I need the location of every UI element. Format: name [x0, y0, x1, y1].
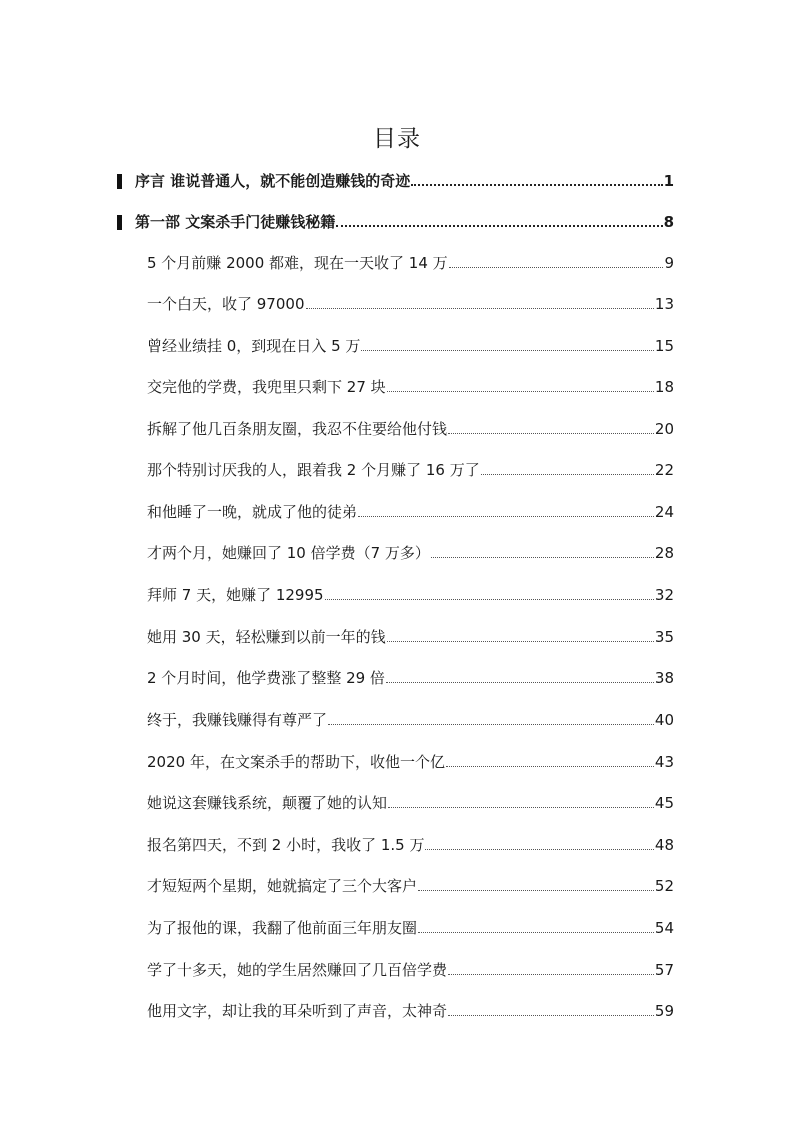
- dot-leader: [418, 890, 654, 891]
- toc-entry-label: 才两个月，她赚回了 10 倍学费（7 万多）: [147, 544, 430, 562]
- toc-entry-page: 45: [654, 794, 674, 812]
- toc-entry-label: 终于，我赚钱赚得有尊严了: [147, 711, 328, 729]
- toc-entry-page: 52: [654, 877, 674, 895]
- toc-entry-page: 40: [654, 711, 674, 729]
- toc-entry-page: 54: [654, 919, 674, 937]
- toc-entry-chapter[interactable]: [147, 916, 674, 940]
- toc-entry-label: 才短短两个星期，她就搞定了三个大客户: [147, 877, 418, 895]
- toc-entry-chapter[interactable]: [147, 791, 674, 815]
- toc-entry-chapter[interactable]: [147, 874, 674, 898]
- toc-entry-page: 22: [654, 461, 674, 479]
- toc-entry-page: 20: [654, 420, 674, 438]
- dot-leader: [411, 184, 662, 186]
- toc-entry-chapter[interactable]: [147, 666, 674, 690]
- part-marker-icon: [117, 174, 122, 189]
- dot-leader: [328, 724, 654, 725]
- toc-entry-page: 43: [654, 753, 674, 771]
- toc-entry-label: 和他睡了一晚，就成了他的徒弟: [147, 503, 358, 521]
- toc-entry-chapter[interactable]: [147, 334, 674, 358]
- toc-entry-chapter[interactable]: [147, 958, 674, 982]
- toc-entry-page: 28: [654, 544, 674, 562]
- dot-leader: [388, 807, 654, 808]
- toc-entry-label: 报名第四天，不到 2 小时，我收了 1.5 万: [147, 836, 425, 854]
- toc-entry-chapter[interactable]: [147, 541, 674, 565]
- toc-entry-label: 序言 谁说普通人，就不能创造赚钱的奇迹: [135, 172, 411, 190]
- toc-entry-chapter[interactable]: [147, 583, 674, 607]
- toc-entry-chapter[interactable]: [147, 833, 674, 857]
- toc-entry-label: 一个白天，收了 97000: [147, 295, 305, 313]
- dot-leader: [449, 267, 664, 268]
- toc-entry-chapter[interactable]: [147, 251, 674, 275]
- toc-entry-page: 57: [654, 961, 674, 979]
- toc-entry-chapter[interactable]: [147, 292, 674, 316]
- dot-leader: [386, 682, 654, 683]
- toc-entry-page: 8: [663, 213, 674, 231]
- toc-entry-chapter[interactable]: [147, 375, 674, 399]
- toc-entry-label: 曾经业绩挂 0，到现在日入 5 万: [147, 337, 361, 355]
- dot-leader: [448, 974, 654, 975]
- dot-leader: [361, 350, 654, 351]
- toc-entry-chapter[interactable]: [147, 999, 674, 1023]
- toc-entry-chapter[interactable]: [147, 500, 674, 524]
- toc-entry-label: 她说这套赚钱系统，颠覆了她的认知: [147, 794, 388, 812]
- toc-entry-page: 35: [654, 628, 674, 646]
- dot-leader: [336, 225, 662, 227]
- dot-leader: [387, 391, 654, 392]
- toc-entry-label: 2020 年，在文案杀手的帮助下，收他一个亿: [147, 753, 445, 771]
- dot-leader: [448, 433, 654, 434]
- toc-entry-label: 拜师 7 天，她赚了 12995: [147, 586, 324, 604]
- toc-entry-label: 拆解了他几百条朋友圈，我忍不住要给他付钱: [147, 420, 448, 438]
- toc-entry-label: 5 个月前赚 2000 都难，现在一天收了 14 万: [147, 254, 448, 272]
- toc-entry-label: 第一部 文案杀手门徒赚钱秘籍: [135, 213, 336, 231]
- toc-entry-chapter[interactable]: [147, 458, 674, 482]
- toc-entry-label: 她用 30 天，轻松赚到以前一年的钱: [147, 628, 386, 646]
- dot-leader: [387, 641, 654, 642]
- page-title: 目录: [373, 126, 421, 152]
- toc-entry-page: 1: [663, 172, 674, 190]
- dot-leader: [448, 1015, 654, 1016]
- dot-leader: [418, 932, 654, 933]
- toc-entry-page: 9: [664, 254, 674, 272]
- toc-entry-page: 38: [654, 669, 674, 687]
- toc-entry-label: 为了报他的课，我翻了他前面三年朋友圈: [147, 919, 418, 937]
- toc-entry-chapter[interactable]: [147, 625, 674, 649]
- part-marker-icon: [117, 215, 122, 230]
- dot-leader: [306, 308, 654, 309]
- toc-entry-page: 13: [654, 295, 674, 313]
- dot-leader: [358, 516, 654, 517]
- toc-entry-chapter[interactable]: [147, 708, 674, 732]
- toc-entry-label: 交完他的学费，我兜里只剩下 27 块: [147, 378, 386, 396]
- toc-entry-label: 2 个月时间，他学费涨了整整 29 倍: [147, 669, 385, 687]
- dot-leader: [425, 849, 653, 850]
- dot-leader: [481, 474, 654, 475]
- dot-leader: [325, 599, 654, 600]
- toc-entry-part[interactable]: [117, 169, 674, 193]
- dot-leader: [446, 766, 654, 767]
- toc-entry-page: 15: [654, 337, 674, 355]
- toc-entry-label: 那个特别讨厌我的人，跟着我 2 个月赚了 16 万了: [147, 461, 480, 479]
- toc-entry-page: 48: [654, 836, 674, 854]
- toc-entry-label: 学了十多天，她的学生居然赚回了几百倍学费: [147, 961, 448, 979]
- toc-entry-page: 18: [654, 378, 674, 396]
- toc-entry-label: 他用文字，却让我的耳朵听到了声音，太神奇: [147, 1002, 448, 1020]
- toc-entry-chapter[interactable]: [147, 417, 674, 441]
- dot-leader: [431, 557, 654, 558]
- toc-entry-chapter[interactable]: [147, 750, 674, 774]
- toc-entry-part[interactable]: [117, 210, 674, 234]
- toc-entry-page: 32: [654, 586, 674, 604]
- toc-entry-page: 24: [654, 503, 674, 521]
- toc-entry-page: 59: [654, 1002, 674, 1020]
